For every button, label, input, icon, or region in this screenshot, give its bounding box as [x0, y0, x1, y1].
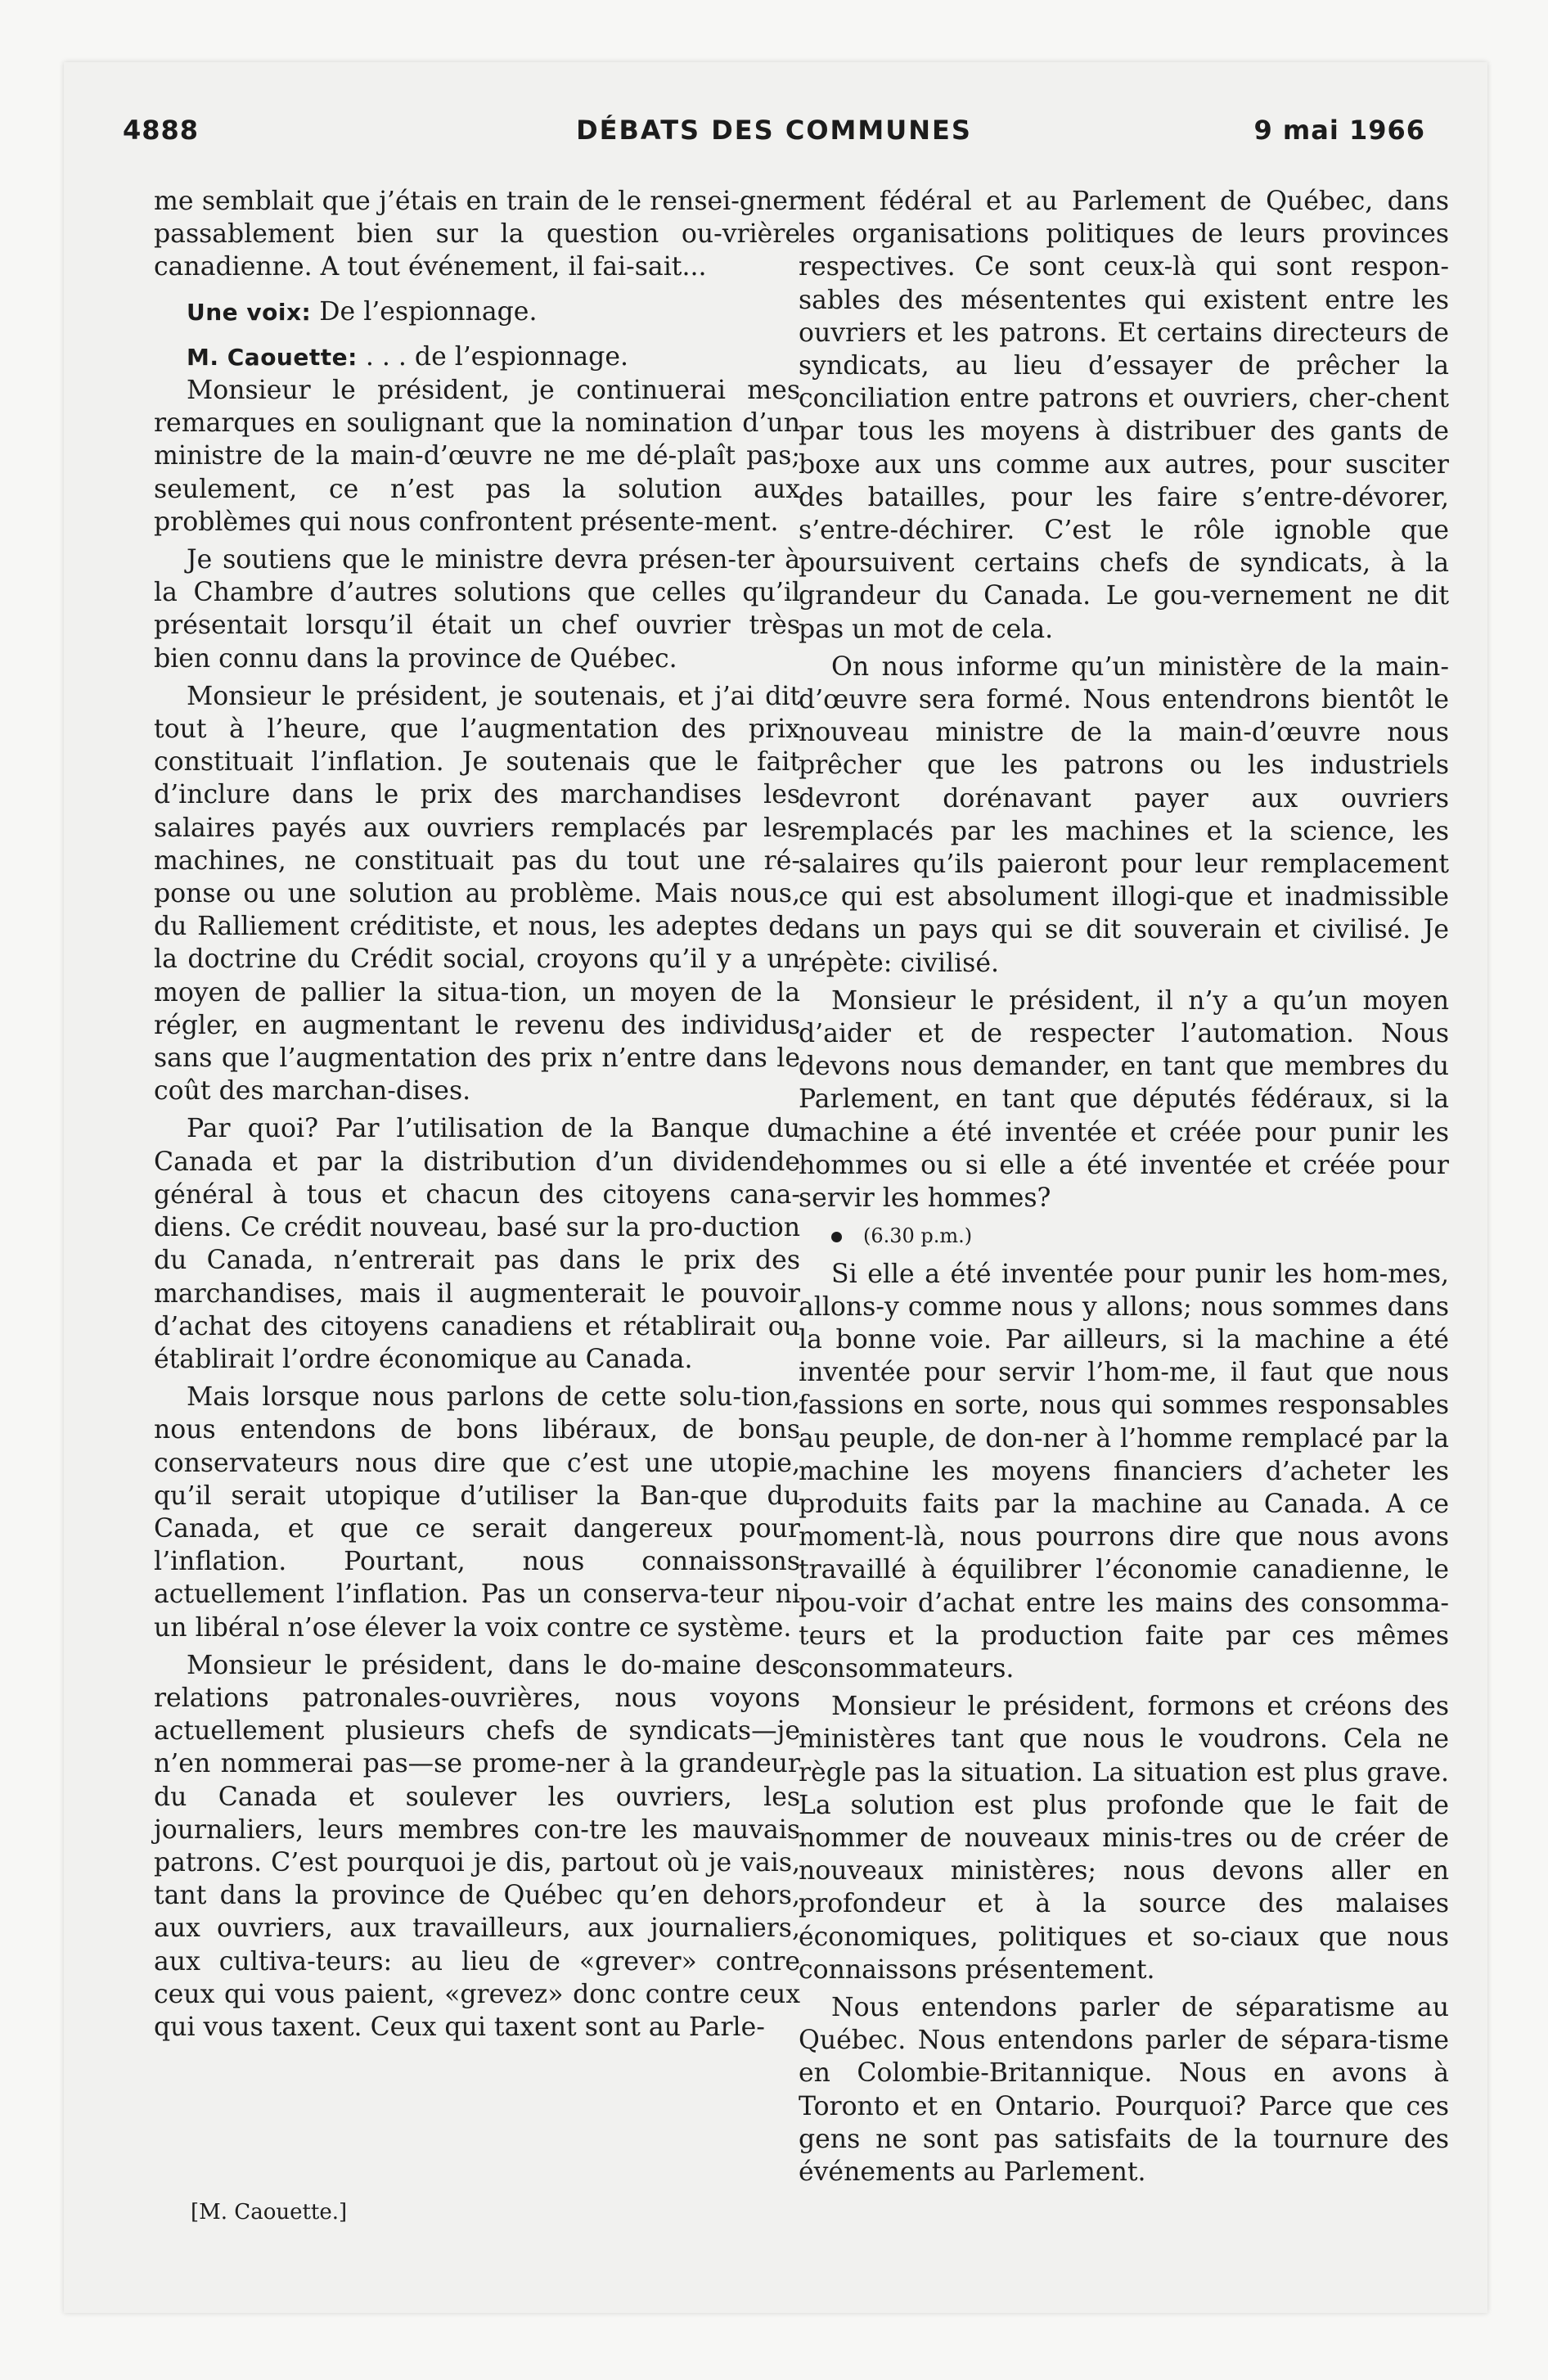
page-date: 9 mai 1966	[1253, 115, 1425, 146]
speaker-name: M. Caouette:	[187, 343, 358, 371]
paragraph: Par quoi? Par l’utilisation de la Banque du Canada et par la distribution d’un dividende général à tous et chacun des citoyens cana-diens. Ce crédit nouveau, basé sur la pro-duction du Canada, n’entrerait pas dans le prix des marchandises, mais il augmenterait le pouvoir d’achat des citoyens canadiens et rétablirait ou établirait l’ordre économique au Canada.	[154, 1114, 800, 1374]
paragraph: Monsieur le président, formons et créons des ministères tant que nous le voudrons. Cela ne règle pas la situation. La situation est plus grave. La solution est plus profonde que le fait de nommer de nouveaux minis-tres ou de créer de nouveaux ministères; nous devons aller en profondeur et à la source des malaises économiques, politiques et so-ciaux que nous connaissons présentement.	[799, 1692, 1449, 1985]
right-column	[799, 185, 1449, 2193]
time-stamp-text: (6.30 p.m.)	[863, 1224, 973, 1248]
page-title: DÉBATS DES COMMUNES	[576, 115, 972, 146]
page-header	[123, 115, 1425, 164]
paragraph: ment fédéral et au Parlement de Québec, dans les organisations politiques de leurs provinces respectives. Ce sont ceux-là qui sont respon-sables des mésententes qui existent entre les ouvriers et les patrons. Et certains directeurs de syndicats, au lieu d’essayer de prêcher la conciliation entre patrons et ouvriers, cher-chent par tous les moyens à distribuer des gants de boxe aux uns comme aux autres, pour susciter des batailles, pour les faire s’entre-dévorer, s’entre-déchirer. C’est le rôle ignoble que poursuivent certains chefs de syndicats, à la grandeur du Canada. Le gou-vernement ne dit pas un mot de cela.	[799, 187, 1449, 644]
page-number: 4888	[123, 115, 200, 146]
left-column	[154, 185, 800, 2049]
paragraph: Mais lorsque nous parlons de cette solu-tion, nous entendons de bons libéraux, de bons conservateurs nous dire que c’est une utopie, qu’il serait utopique d’utiliser la Ban-que du Canada, et que ce serait dangereux pour l’inflation. Pourtant, nous connaissons actuellement l’inflation. Pas un conserva-teur ni un libéral n’ose élever la voix contre ce système.	[154, 1382, 800, 1643]
paragraph: Je soutiens que le ministre devra présen-ter à la Chambre d’autres solutions que celles qu’il présentait lorsqu’il était un chef ouvrier très bien connu dans la province de Québec.	[154, 545, 800, 674]
paragraph: Monsieur le président, je soutenais, et j’ai dit tout à l’heure, que l’augmentation des prix constituait l’inflation. Je soutenais que le fait d’inclure dans le prix des marchandises les salaires payés aux ouvriers remplacés par les machines, ne constituait pas du tout une ré-ponse ou une solution au problème. Mais nous, du Ralliement créditiste, et nous, les adeptes de la doctrine du Crédit social, croyons qu’il y a un moyen de pallier la situa-tion, un moyen de la régler, en augmentant le revenu des individus sans que l’augmentation des prix n’entre dans le coût des marchan-dises.	[154, 681, 800, 1107]
paragraph: Monsieur le président, dans le do-maine des relations patronales-ouvrières, nous voyons actuellement plusieurs chefs de syndicats—je n’en nommerai pas—se prome-ner à la grandeur du Canada et soulever les ouvriers, les journaliers, leurs membres con-tre les mauvais patrons. C’est pourquoi je dis, partout où je vais, tant dans la province de Québec qu’en dehors, aux ouvriers, aux travailleurs, aux journaliers, aux cultiva-teurs: au lieu de «grever» contre ceux qui vous paient, «grevez» donc contre ceux qui vous taxent. Ceux qui taxent sont au Parle-	[154, 1650, 800, 2042]
paragraph: Si elle a été inventée pour punir les hom-mes, allons-y comme nous y allons; nous sommes dans la bonne voie. Par ailleurs, si la machine a été inventée pour servir l’hom-me, il faut que nous fassions en sorte, nous qui sommes responsables au peuple, de don-ner à l’homme remplacé par la machine les moyens financiers d’acheter les produits faits par la machine au Canada. A ce moment-là, nous pourrons dire que nous avons travaillé à équilibrer l’économie canadienne, le pou-voir d’achat entre les mains des consomma-teurs et la production faite par ces mêmes consommateurs.	[799, 1259, 1449, 1684]
interjection	[154, 295, 800, 329]
speaker-footer: [M. Caouette.]	[191, 2200, 348, 2224]
document-page	[64, 62, 1487, 2313]
paragraph: Monsieur le président, il n’y a qu’un moyen d’aider et de respecter l’automation. Nous devons nous demander, en tant que membres du Parlement, en tant que députés fédéraux, si la machine a été inventée et créée pour punir les hommes ou si elle a été inventée et créée pour servir les hommes?	[799, 985, 1449, 1214]
paragraph: Monsieur le président, je continuerai mes remarques en soulignant que la nomination d’un ministre de la main-d’œuvre ne me dé-plaît pas; seulement, ce n’est pas la solution aux problèmes qui nous confrontent présente-ment.	[154, 376, 800, 537]
paragraph: Nous entendons parler de séparatisme au Québec. Nous entendons parler de sépara-tisme en Colombie-Britannique. Nous en avons à Toronto et en Ontario. Pourquoi? Parce que ces gens ne sont pas satisfaits de la tournure des événements au Parlement.	[799, 1992, 1449, 2187]
interjection-text: . . . de l’espionnage.	[357, 341, 628, 372]
interjection	[154, 340, 800, 374]
speaker-name: Une voix:	[187, 298, 312, 326]
bullet-icon	[831, 1232, 842, 1242]
time-stamp	[799, 1219, 1449, 1252]
interjection-text: De l’espionnage.	[311, 296, 538, 327]
paragraph: On nous informe qu’un ministère de la main-d’œuvre sera formé. Nous entendrons bientôt le nouveau ministre de la main-d’œuvre nous prêcher que les patrons ou les industriels devront dorénavant payer aux ouvriers remplacés par les machines et la science, les salaires qu’ils paieront pour leur remplacement ce qui est absolument illogi-que et inadmissible dans un pays qui se dit souverain et civilisé. Je répète: civilisé.	[799, 651, 1449, 978]
paragraph: me semblait que j’étais en train de le rensei-gner passablement bien sur la question ou-vrière canadienne. A tout événement, il fai-sait...	[154, 187, 800, 282]
